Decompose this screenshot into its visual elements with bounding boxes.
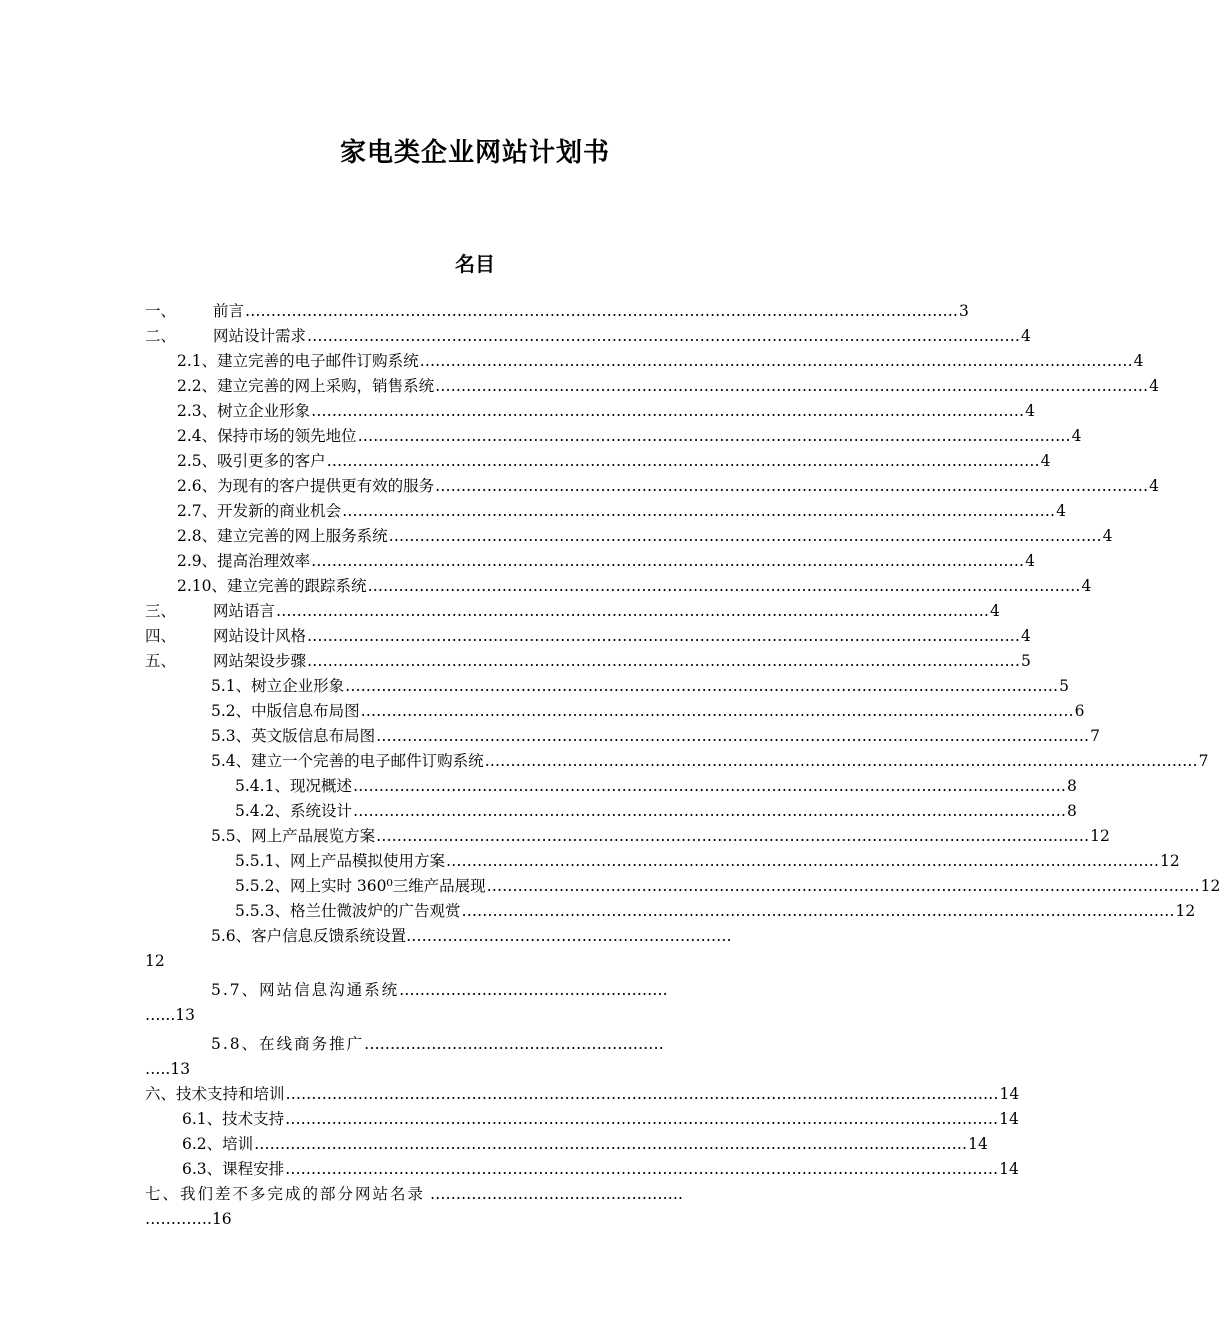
toc-entry[interactable]	[145, 424, 1082, 449]
toc-entry-number: 一、	[145, 302, 177, 320]
toc-leader-dots: …………………………………………………………………………………………………………………………	[342, 502, 1056, 520]
toc-leader-dots: …………………………………………………………………………………………………………………………	[367, 577, 1081, 595]
toc-leader-dots: …………………………………………………………………………………………………………………………	[484, 752, 1198, 770]
toc-entry-label: 2.8、建立完善的网上服务系统	[177, 527, 388, 545]
toc-leader-dots: …………………………………………….	[399, 981, 668, 999]
toc-leader-dots: …………………………………………………………………………………………………………………………	[445, 852, 1159, 870]
toc-entry-label: 5.3、英文版信息布局图	[211, 727, 376, 745]
toc-entry[interactable]	[145, 1032, 805, 1057]
toc-entry-page: 4	[1081, 577, 1092, 595]
toc-leader-dots: …………………………………………………………………………………………………………………………	[254, 1135, 968, 1153]
toc-entry-number: 二、	[145, 327, 177, 345]
toc-entry-page: 13	[170, 1060, 191, 1078]
toc-entry[interactable]	[145, 1157, 1019, 1182]
toc-entry[interactable]	[145, 474, 1160, 499]
toc-leader-dots: …………………………………………………………………………………………………………………………	[352, 802, 1066, 820]
toc-entry-page: 7	[1090, 727, 1101, 745]
toc-entry[interactable]	[145, 849, 1180, 874]
toc-leader-dots: …………………………………………………………………………………………………………………………	[376, 827, 1090, 845]
toc-entry-page: 8	[1066, 777, 1077, 795]
toc-entry[interactable]	[145, 324, 1031, 349]
toc-entry-page: 12	[1175, 902, 1196, 920]
toc-entry-page: 7	[1198, 752, 1209, 770]
toc-leader-dots: …………………………………………………………………………………………………………………………	[285, 1085, 999, 1103]
toc-entry-label: 6.3、课程安排	[182, 1160, 285, 1178]
toc-entry-label: 2.1、建立完善的电子邮件订购系统	[177, 352, 419, 370]
toc-entry[interactable]	[145, 674, 1070, 699]
toc-entry-label: 网站语言	[213, 602, 276, 620]
toc-entry[interactable]	[145, 599, 1000, 624]
toc-entry-page: 4	[1133, 352, 1144, 370]
toc-entry[interactable]	[145, 699, 1085, 724]
toc-entry[interactable]	[145, 874, 1220, 899]
toc-entry-label: 5.4.1、现况概述	[235, 777, 352, 795]
toc-entry[interactable]	[145, 924, 805, 949]
toc-entry-label: 前言	[213, 302, 245, 320]
toc-entry-label: 5.5.3、格兰仕微波炉的广告观赏	[235, 902, 461, 920]
toc-entry-page: 12	[1200, 877, 1220, 895]
toc-entry-page: 14	[968, 1135, 988, 1153]
toc-leader-dots: ………….	[145, 1210, 212, 1228]
toc-leader-dots: …………………………………………………………………………………………………………………………	[419, 352, 1133, 370]
toc-entry[interactable]	[145, 1182, 805, 1207]
toc-entry-page: 8	[1066, 802, 1077, 820]
toc-entry-label: 6.1、技术支持	[182, 1110, 285, 1128]
toc-entry[interactable]	[145, 374, 1160, 399]
toc-entry-label: 5.2、中版信息布局图	[211, 702, 360, 720]
toc-entry-page: 4	[1021, 327, 1031, 345]
toc-entry[interactable]	[145, 824, 1110, 849]
toc-entry-page: 14	[999, 1160, 1019, 1178]
toc-entry-label: 2.10、建立完善的跟踪系统	[177, 577, 367, 595]
toc-leader-dots: …………………………………………………………………………………………………………………………	[345, 677, 1059, 695]
toc-entry-number: 三、	[145, 602, 177, 620]
toc-entry-label: 5.6、客户信息反馈系统设置	[211, 927, 407, 945]
toc-entry-page: 14	[999, 1085, 1020, 1103]
toc-entry-number: 五、	[145, 652, 177, 670]
toc-entry-label: 网站设计风格	[213, 627, 307, 645]
toc-leader-dots: …………………………………………………………………………………………………………………………	[461, 902, 1175, 920]
toc-entry-page: 4	[1071, 427, 1082, 445]
toc-entry[interactable]	[145, 624, 1031, 649]
toc-entry-label: 5.4.2、系统设计	[235, 802, 352, 820]
toc-entry-label: 5.5.2、网上实时 360⁰三维产品展现	[235, 877, 486, 895]
toc-entry-page: 4	[1040, 452, 1051, 470]
toc-entry[interactable]	[145, 399, 1036, 424]
toc-entry[interactable]	[145, 1132, 988, 1157]
toc-leader-dots: …………………………………………………………………………………………………………………………	[326, 452, 1040, 470]
toc-leader-dots: …………………………………………………………………………………………………………………………	[245, 302, 959, 320]
toc-leader-dots: …………………………………………………………………………………………………………………………	[435, 477, 1149, 495]
toc-leader-dots: …..	[145, 1060, 171, 1078]
toc-entry[interactable]	[145, 774, 1077, 799]
toc-entry[interactable]	[145, 574, 1092, 599]
toc-entry[interactable]	[145, 649, 1031, 674]
toc-entry-label: 网站设计需求	[213, 327, 307, 345]
toc-entry[interactable]	[145, 799, 1077, 824]
toc-entry[interactable]	[145, 724, 1101, 749]
toc-leader-dots: …………………………………………………………………………………………………………………………	[311, 552, 1025, 570]
toc-entry[interactable]	[145, 978, 805, 1003]
toc-entry-page: 5	[1059, 677, 1070, 695]
toc-leader-dots: …...	[145, 1006, 176, 1024]
toc-heading: 名目	[455, 252, 495, 276]
toc-entry-page: 4	[1025, 552, 1036, 570]
toc-entry-page: 12	[1090, 827, 1110, 845]
toc-entry[interactable]	[145, 449, 1051, 474]
toc-entry-continuation[interactable]	[145, 1057, 805, 1082]
toc-leader-dots: ………………………………………………………	[406, 927, 732, 945]
toc-leader-dots: …………………………………………………………………………………………………………………………	[307, 627, 1021, 645]
toc-entry-label: 七、我们差不多完成的部分网站名录	[145, 1185, 426, 1203]
toc-entry-label: 6.2、培训	[182, 1135, 254, 1153]
toc-entry-page: 4	[1021, 627, 1031, 645]
toc-leader-dots: …………………………………………………………………………………………………………………………	[352, 777, 1066, 795]
toc-entry-label: 5.1、树立企业形象	[211, 677, 345, 695]
toc-entry-label: 2.5、吸引更多的客户	[177, 452, 326, 470]
toc-entry-label: 5.7、网站信息沟通系统	[211, 981, 400, 999]
toc-entry-page: 14	[999, 1110, 1019, 1128]
toc-leader-dots: …………………………………………………………………………………………………………………………	[388, 527, 1102, 545]
toc-entry-page: 4	[1056, 502, 1067, 520]
toc-entry-page: 4	[1025, 402, 1036, 420]
toc-entry[interactable]	[145, 524, 1113, 549]
toc-entry-label: 2.7、开发新的商业机会	[177, 502, 342, 520]
toc-entry[interactable]	[145, 299, 969, 324]
toc-leader-dots: …………………………………………………………………………………………………………………………	[307, 652, 1021, 670]
toc-entry[interactable]	[145, 1107, 1019, 1132]
toc-leader-dots: …………………………………………………………………………………………………………………………	[276, 602, 990, 620]
toc-leader-dots: …………………………………………………………………………………………………………………………	[357, 427, 1071, 445]
toc-entry-label: 2.3、树立企业形象	[177, 402, 311, 420]
toc-entry[interactable]	[145, 1082, 1020, 1107]
toc-entry-page: 5	[1021, 652, 1031, 670]
toc-entry-label: 5.4、建立一个完善的电子邮件订购系统	[211, 752, 484, 770]
toc-entry[interactable]	[145, 899, 1196, 924]
toc-entry-continuation[interactable]	[145, 1207, 805, 1232]
toc-entry[interactable]	[145, 499, 1067, 524]
toc-entry-label: 5.5、网上产品展览方案	[211, 827, 376, 845]
toc-leader-dots: ………………………………………………….	[364, 1035, 664, 1053]
toc-entry-label: 六、技术支持和培训	[145, 1085, 285, 1103]
toc-leader-dots: …………………………………………………………………………………………………………………………	[486, 877, 1200, 895]
toc-entry-label: 2.6、为现有的客户提供更有效的服务	[177, 477, 435, 495]
toc-leader-dots: …………………………………………………………………………………………………………………………	[311, 402, 1025, 420]
toc-leader-dots: …………………………………………………………………………………………………………………………	[307, 327, 1021, 345]
toc-leader-dots: …………………………………………………………………………………………………………………………	[360, 702, 1074, 720]
toc-entry-page: 16	[211, 1210, 232, 1228]
toc-entry-continuation[interactable]	[145, 1003, 805, 1028]
toc-entry[interactable]	[145, 349, 1144, 374]
toc-entry-label: 5.8、在线商务推广	[211, 1035, 365, 1053]
toc-leader-dots: ………………………………………….	[425, 1185, 683, 1203]
toc-entry-label: 2.9、提高治理效率	[177, 552, 311, 570]
toc-leader-dots: …………………………………………………………………………………………………………………………	[285, 1160, 999, 1178]
toc-entry-page: 3	[959, 302, 969, 320]
toc-entry-page: 12	[1159, 852, 1180, 870]
toc-entry-page: 4	[1149, 377, 1160, 395]
document-title: 家电类企业网站计划书	[339, 138, 610, 168]
toc-entry-page: 12	[145, 952, 165, 970]
toc-entry-label: 网站架设步骤	[213, 652, 307, 670]
toc-entry[interactable]	[145, 749, 1209, 774]
toc-leader-dots: …………………………………………………………………………………………………………………………	[285, 1110, 999, 1128]
toc-entry-continuation[interactable]	[145, 949, 805, 974]
toc-entry-page: 4	[1149, 477, 1160, 495]
toc-entry-page: 4	[990, 602, 1000, 620]
toc-entry-page: 13	[175, 1006, 196, 1024]
toc-entry-label: 5.5.1、网上产品模拟使用方案	[235, 852, 445, 870]
toc-entry-page: 6	[1074, 702, 1085, 720]
toc-entry[interactable]	[145, 549, 1036, 574]
toc-leader-dots: …………………………………………………………………………………………………………………………	[376, 727, 1090, 745]
toc-leader-dots: …………………………………………………………………………………………………………………………	[435, 377, 1149, 395]
toc-entry-label: 2.4、保持市场的领先地位	[177, 427, 357, 445]
toc-entry-number: 四、	[145, 627, 177, 645]
toc-entry-page: 4	[1102, 527, 1113, 545]
toc-entry-label: 2.2、建立完善的网上采购，销售系统	[177, 377, 435, 395]
table-of-contents	[145, 299, 1220, 1232]
